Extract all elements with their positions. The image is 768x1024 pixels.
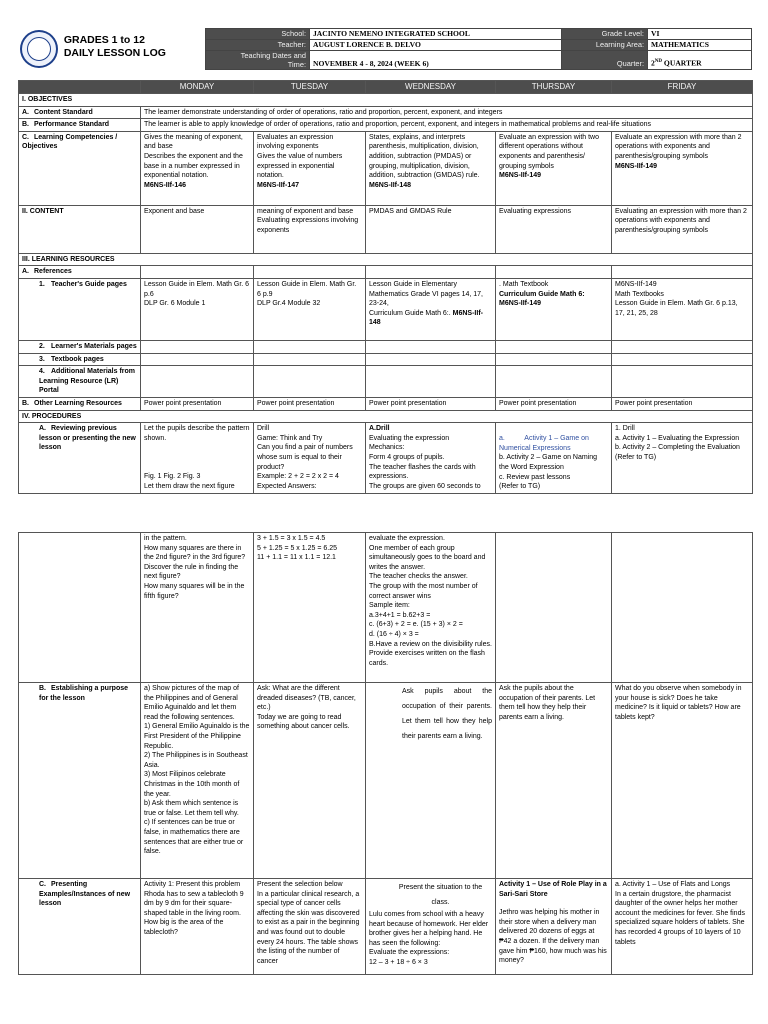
presenting-intro: Present the situation to the class.: [398, 884, 483, 906]
day-header-wednesday: WEDNESDAY: [366, 81, 496, 94]
tg-code: M6NS-IIf-149: [499, 300, 542, 308]
review-text: b. Activity 2 – Game on Naming the Word Expression c. Review past lessons (Refer to TG): [499, 454, 598, 491]
presenting-friday: a. Activity 1 – Use of Flats and Longs In a certain drugstore, the pharmacist daughter of the owner helps her mother account the medicines for fever. She finds specialized square holders of tablets. She has recorded 4 groups of 10 layers of 10 tablets: [612, 879, 753, 975]
corner-header: [19, 81, 141, 94]
presenting-text: Lulu comes from school with a heavy heart because of homework. Her elder brother gives her a helping hand. He has seen the following: Evaluate the expressions: 12 – 3 + 18 ÷ 6 × 3: [369, 911, 489, 966]
review-tuesday: Drill Game: Think and Try Can you find a pair of numbers whose sum is equal to their product? Example: 2 + 2 = 2 x 2 = 4 Expected Answers:: [254, 423, 366, 494]
dates-label-1: Teaching Dates and: [240, 51, 306, 60]
lm-wednesday: [366, 340, 496, 353]
row-label-learning-competencies: [19, 131, 141, 205]
label-prefix: 3.: [39, 355, 45, 363]
row-label-textbook: [19, 353, 141, 366]
other-tuesday: Power point presentation: [254, 397, 366, 410]
content-monday: Exponent and base: [141, 205, 254, 253]
school-value: JACINTO NEMENO INTEGRATED SCHOOL: [310, 29, 562, 40]
label-text: References: [34, 268, 72, 276]
label-prefix: 1.: [39, 280, 45, 288]
dates-value: NOVEMBER 4 - 8, 2024 (WEEK 6): [310, 51, 562, 70]
label-text: Teacher's Guide pages: [51, 280, 127, 288]
review-thursday: [496, 423, 612, 494]
day-header-friday: FRIDAY: [612, 81, 753, 94]
performance-standard-text: The learner is able to apply knowledge of order of operations, ratio and proportion, percent, exponent, and integers in mathematical problems and real-life situations: [141, 119, 753, 132]
document-title: [64, 28, 205, 70]
section-objectives: I. OBJECTIVES: [19, 94, 753, 107]
row-label-performance-standard: [19, 119, 141, 132]
other-monday: Power point presentation: [141, 397, 254, 410]
review-text: Evaluating the expression Mechanics: Form 4 groups of pupils. The teacher flashes the cards with expressions. The groups are given 60 seconds to: [369, 434, 481, 490]
tb-wednesday: [366, 353, 496, 366]
dates-label: [206, 51, 310, 70]
row-label-learners-materials: [19, 340, 141, 353]
lc-text: States, explains, and interprets parenthesis, multiplication, division, addition, subtraction (PMDAS) or grouping, multiplication, division, addition, subtraction (GMDAS) rule.: [369, 133, 480, 180]
deped-seal-icon: [20, 30, 58, 68]
quarter-number: 2: [651, 59, 655, 68]
presenting-wednesday: [366, 879, 496, 975]
tb-tuesday: [254, 353, 366, 366]
references-monday: [141, 266, 254, 279]
label-text: Learner's Materials pages: [51, 342, 137, 350]
row-label-additional-materials: [19, 366, 141, 398]
lc-text: Evaluates an expression involving exponents Gives the value of numbers expressed in exponential notation.: [257, 133, 343, 180]
activity-text: Activity 1 – Game on Numerical Expressions: [499, 435, 589, 452]
lc-friday: [612, 131, 753, 205]
lesson-log-table-continued: [18, 532, 753, 975]
lc-code: M6NS-IIf-149: [499, 172, 542, 180]
add-friday: [612, 366, 753, 398]
tb-friday: [612, 353, 753, 366]
presenting-monday: Activity 1: Present this problem Rhoda has to sew a tablecloth 9 dm by 9 dm for their square-shaped table in the living room. How big is the area of the tablecloth?: [141, 879, 254, 975]
content-thursday: Evaluating expressions: [496, 205, 612, 253]
content-tuesday: meaning of exponent and base Evaluating expressions involving exponents: [254, 205, 366, 253]
row-label-reviewing: [19, 423, 141, 494]
lc-monday: [141, 131, 254, 205]
add-thursday: [496, 366, 612, 398]
page-2: [18, 532, 752, 975]
lm-friday: [612, 340, 753, 353]
review-monday: Let the pupils describe the pattern shown. Fig. 1 Fig. 2 Fig. 3 Let them draw the next figure: [141, 423, 254, 494]
review-drill-heading: A.Drill: [369, 425, 390, 433]
lc-code: M6NS-IIf-148: [369, 181, 412, 189]
label-text: Content Standard: [34, 108, 93, 116]
label-prefix: B.: [39, 685, 46, 692]
teacher-label: Teacher:: [206, 40, 310, 51]
lm-monday: [141, 340, 254, 353]
row-label-teachers-guide: [19, 278, 141, 340]
presenting-tuesday: Present the selection below In a particular clinical research, a special type of cancer cells affecting the skin was discovered to exist as a pair in the beginning and was found out to double every 24 hours. The table shows the listing of the number of cancer: [254, 879, 366, 975]
title-line-1: GRADES 1 to 12: [63, 34, 145, 46]
title-line-2: DAILY LESSON LOG: [63, 47, 166, 59]
review-wednesday: [366, 423, 496, 494]
page-1: [18, 28, 752, 494]
tb-thursday: [496, 353, 612, 366]
purpose-friday: What do you observe when somebody in your house is sick? Does he take medicine? Is it liquid or tablets? How are tablets kept?: [612, 683, 753, 879]
purpose-wednesday: Ask pupils about the occupation of their parents. Let them tell how they help their parents earn a living.: [366, 683, 496, 879]
info-table: [205, 28, 752, 70]
content-friday: Evaluating an expression with more than 2 operations with exponents and parenthesis/grouping symbols: [612, 205, 753, 253]
review-monday-cont: [141, 533, 254, 683]
day-header-monday: MONDAY: [141, 81, 254, 94]
other-friday: Power point presentation: [612, 397, 753, 410]
review-wednesday-cont: evaluate the expression. One member of each group simultaneously goes to the board and writes the answer. The teacher checks the answer. The group with the most number of correct answer wins Sample item: a.3+4+1 = b.62+3 = c. (6+3) + 2 = e. (15 + 3) × 2 = d. (16 ÷ 4) × 3 = B.Have a review on the divisibility rules. Provide exercises written on the flash cards.: [366, 533, 496, 683]
tg-friday: M6NS-IIf-149 Math Textbooks Lesson Guide in Elem. Math Gr. 6 p.13, 17, 21, 25, 28: [612, 278, 753, 340]
content-wednesday: PMDAS and GMDAS Rule: [366, 205, 496, 253]
lc-code: M6NS-IIf-149: [615, 162, 658, 170]
add-wednesday: [366, 366, 496, 398]
tg-curriculum: Curriculum Guide Math 6:: [499, 290, 585, 298]
lc-text: Gives the meaning of exponent, and base Describes the exponent and the base in a number expressed in exponential notation.: [144, 133, 243, 180]
label-text: Presenting Examples/Instances of new lesson: [39, 881, 131, 908]
add-tuesday: [254, 366, 366, 398]
label-text: Other Learning Resources: [34, 399, 122, 407]
dates-label-2: Time:: [287, 60, 306, 69]
label-prefix: B.: [22, 399, 29, 407]
lc-text: Evaluate an expression with more than 2 operations with exponents and parenthesis/grouping symbols: [615, 133, 742, 160]
references-friday: [612, 266, 753, 279]
references-tuesday: [254, 266, 366, 279]
grade-label: Grade Level:: [562, 29, 648, 40]
label-text: Performance Standard: [34, 121, 110, 129]
presenting-activity-heading: Activity 1 – Use of Role Play in a Sari-Sari Store: [499, 881, 607, 898]
tg-code: M6NS-IIf-148: [369, 309, 483, 327]
day-header-thursday: THURSDAY: [496, 81, 612, 94]
other-thursday: Power point presentation: [496, 397, 612, 410]
purpose-monday: a) Show pictures of the map of the Philippines and of General Emilio Aguinaldo and let them read the following sentences. 1) General Emilio Aguinaldo is the First President of the Philippine Republic. 2) The Philippines is in Southeast Asia. 3) Most Filipinos celebrate Christmas in the 10th month of the year. b) Ask them which sentence is true or false. Let them tell why. c) If sentences can be true or false, in mathematics there are sentences that are either true or false.: [141, 683, 254, 879]
row-label-purpose: [19, 683, 141, 879]
label-prefix: A.: [22, 268, 29, 276]
row-label-references: [19, 266, 141, 279]
lc-wednesday: [366, 131, 496, 205]
row-label-content: II. CONTENT: [19, 205, 141, 253]
content-standard-text: The learner demonstrate understanding of order of operations, ratio and proportion, percent, exponent, and integers: [141, 106, 753, 119]
presenting-text: Jethro was helping his mother in their store when a delivery man delivered 20 dozens of eggs at ₱42 a dozen. If the delivery man gave him ₱160, how much was his money?: [499, 909, 607, 965]
label-prefix: B.: [22, 121, 29, 129]
row-label-content-standard: [19, 106, 141, 119]
quarter-suffix: ND: [654, 59, 663, 65]
label-prefix: 4.: [39, 368, 45, 376]
tg-tuesday: Lesson Guide in Elem. Math Gr. 6 p.9 DLP Gr.4 Module 32: [254, 278, 366, 340]
tb-monday: [141, 353, 254, 366]
review-friday-cont: [612, 533, 753, 683]
add-monday: [141, 366, 254, 398]
tg-thursday: [496, 278, 612, 340]
lc-code: M6NS-IIf-146: [144, 181, 187, 189]
tg-text: . Math Textbook: [499, 280, 549, 288]
quarter-label: Quarter:: [562, 51, 648, 70]
review-friday: 1. Drill a. Activity 1 – Evaluating the Expression b. Activity 2 – Completing the Evaluation (Refer to TG): [612, 423, 753, 494]
quarter-word: QUARTER: [662, 59, 702, 68]
row-label-presenting: [19, 879, 141, 975]
lm-tuesday: [254, 340, 366, 353]
day-header-tuesday: TUESDAY: [254, 81, 366, 94]
label-text: Textbook pages: [51, 355, 104, 363]
review-thursday-cont: [496, 533, 612, 683]
lc-code: M6NS-IIf-147: [257, 181, 300, 189]
row-label-reviewing-cont: [19, 533, 141, 683]
area-label: Learning Area:: [562, 40, 648, 51]
teacher-value: AUGUST LORENCE B. DELVO: [310, 40, 562, 51]
section-learning-resources: III. LEARNING RESOURCES: [19, 253, 753, 266]
lc-text: Evaluate an expression with two different operations without exponents and parenthesis/ grouping symbols: [499, 133, 599, 170]
tg-monday: Lesson Guide in Elem. Math Gr. 6 p.6 DLP Gr. 6 Module 1: [141, 278, 254, 340]
presenting-thursday: [496, 879, 612, 975]
lc-tuesday: [254, 131, 366, 205]
label-prefix: C.: [39, 881, 46, 888]
review-tuesday-cont: 3 + 1.5 = 3 x 1.5 = 4.5 5 + 1.25 = 5 x 1.25 = 6.25 11 + 1.1 = 11 x 1.1 = 12.1: [254, 533, 366, 683]
label-text: Reviewing previous lesson or presenting the new lesson: [39, 425, 136, 452]
label-prefix: A.: [22, 108, 29, 116]
section-procedures: IV. PROCEDURES: [19, 410, 753, 423]
label-text: Learning Competencies / Objectives: [22, 133, 118, 151]
grade-value: VI: [648, 29, 752, 40]
label-text: Additional Materials from Learning Resource (LR) Portal: [39, 368, 136, 395]
label-prefix: A.: [39, 425, 46, 433]
activity-prefix: a.: [499, 435, 505, 443]
lm-thursday: [496, 340, 612, 353]
lc-thursday: [496, 131, 612, 205]
purpose-tuesday: Ask: What are the different dreaded diseases? (TB, cancer, etc.) Today we are going to read something about cancer cells.: [254, 683, 366, 879]
area-value: MATHEMATICS: [648, 40, 752, 51]
tg-wednesday: [366, 278, 496, 340]
review-activity-1: [499, 434, 608, 453]
label-prefix: 2.: [39, 342, 45, 350]
references-wednesday: [366, 266, 496, 279]
quarter-value: [648, 51, 752, 70]
other-wednesday: Power point presentation: [366, 397, 496, 410]
tg-text: Lesson Guide in Elementary Mathematics Grade VI pages 14, 17, 23-24, Curriculum Guide Math 6:.: [369, 280, 484, 317]
purpose-thursday: Ask the pupils about the occupation of their parents. Let them tell how they help their parents earn a living.: [496, 683, 612, 879]
lesson-log-table: [18, 80, 753, 494]
document-header: [18, 28, 752, 70]
references-thursday: [496, 266, 612, 279]
label-prefix: C.: [22, 133, 29, 141]
review-text: in the pattern. How many squares are there in the 2nd figure? in the 3rd figure? Discover the rule in finding the next figure? How many squares will be in the fifth figure?: [144, 535, 246, 600]
school-label: School:: [206, 29, 310, 40]
row-label-other-resources: [19, 397, 141, 410]
label-text: Establishing a purpose for the lesson: [39, 685, 129, 702]
